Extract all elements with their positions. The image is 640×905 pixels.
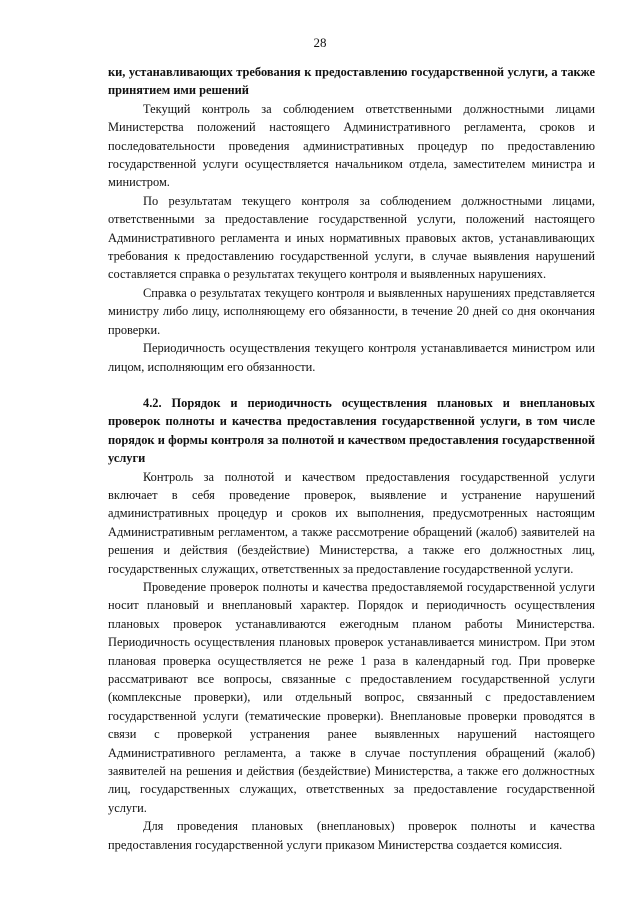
section-heading: 4.2. Порядок и периодичность осуществления плановых и внеплановых проверок полноты и качества предоставления государственной услуги, в том числе порядок и формы контроля за полнотой и качеством предоставления государственной услуги: [108, 395, 595, 466]
heading-continuation: ки, устанавливающих требования к предоставлению государственной услуги, а также принятием ими решений: [108, 65, 595, 98]
page-number: 28: [313, 35, 327, 50]
paragraph: По результатам текущего контроля за соблюдением должностными лицами, ответственными за предоставление государственной услуги, положений настоящего Административного регламента и иных нормативных правовых актов, устанавливающих требования к предоставлению государственной услуги, в случае выявления нарушений составляется справка о результатах текущего контроля и выявленных нарушениях.: [108, 193, 595, 282]
paragraph: Периодичность осуществления текущего контроля устанавливается министром или лицом, исполняющим его обязанности.: [108, 341, 595, 374]
paragraph: Проведение проверок полноты и качества предоставляемой государственной услуги носит плановый и внеплановый характер. Порядок и периодичность осуществления плановых проверок устанавливаются ежегодным планом работы Министерства. Периодичность осуществления плановых проверок устанавливается министром. При этом плановая проверка осуществляется не реже 1 раза в календарный год. При проверке рассматривают все вопросы, связанные с предоставлением государственной услуги (комплексные проверки), или отдельный вопрос, связанный с предоставлением государственной услуги (тематические проверки). Внеплановые проверки проводятся в связи с проверкой устранения ранее выявленных нарушений настоящего Административного регламента, а также в случае поступления обращений (жалоб) заявителей на решения и действия (бездействие) Министерства, а также его должностных лиц, государственных служащих, ответственных за предоставление государственной услуги.: [108, 579, 595, 815]
paragraph: Для проведения плановых (внеплановых) проверок полноты и качества предоставления государственной услуги приказом Министерства создается комиссия.: [108, 819, 595, 852]
paragraph: Справка о результатах текущего контроля и выявленных нарушениях представляется министру либо лицу, исполняющему его обязанности, в течение 20 дней со дня окончания проверки.: [108, 285, 595, 337]
paragraph: Текущий контроль за соблюдением ответственными должностными лицами Министерства положений настоящего Административного регламента, сроков и последовательности проведения административных процедур по предоставлению государственной услуги осуществляется начальником отдела, заместителем министра и министром.: [108, 101, 595, 190]
paragraph: Контроль за полнотой и качеством предоставления государственной услуги включает в себя проведение проверок, выявление и устранение нарушений административных процедур и сроков их выполнения, предусмотренных настоящим Административным регламентом, а также рассмотрение обращений (жалоб) заявителей на решения и действия (бездействие) Министерства, а также его должностных лиц, государственных служащих, ответственных за предоставление государственной услуги.: [108, 469, 595, 576]
document-body: [108, 63, 595, 854]
